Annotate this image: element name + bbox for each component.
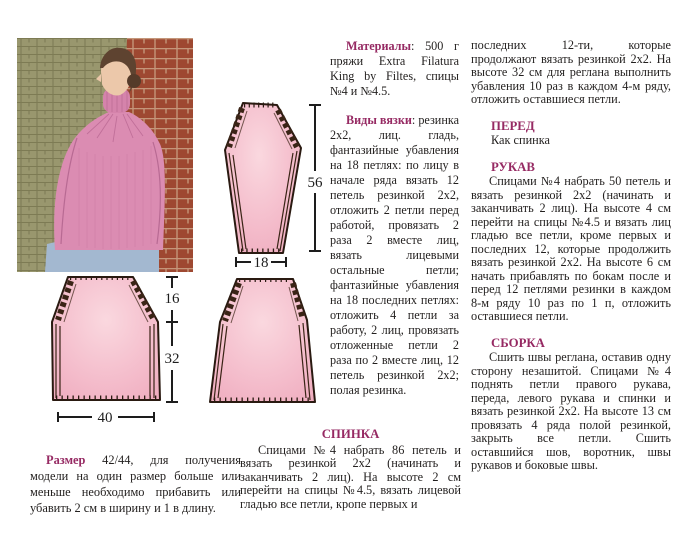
raglan-height-dim: 16: [164, 291, 180, 307]
column-right: [471, 39, 671, 473]
materials-text: : 500 г пряжи Extra Filatura King by Filtes, спицы №4 и №4.5.: [330, 39, 459, 98]
sleeve-diagram: [198, 85, 333, 283]
front-text: Как спинка: [491, 133, 550, 147]
hair-bun: [127, 74, 141, 88]
materials-heading: Материалы: [346, 39, 412, 53]
section-stitches: [330, 113, 459, 398]
size-heading: Размер: [46, 453, 86, 467]
section-materials: [330, 39, 459, 99]
assembly-heading: СБОРКА: [491, 335, 545, 350]
back-text: Спицами №4 набрать 86 петель и вязать резинкой 2х2 (начинать и заканчивать 2 лиц). На высоте 2 см перейти на спицы №4.5, вязать лицевой гладью все петли, кропе первых и: [240, 442, 461, 511]
section-back: [240, 428, 461, 512]
section-size: [30, 452, 241, 516]
sleeve-text: Спицами №4 набрать 50 петель и вязать резинкой 2х2 (начинать и заканчивать 2 лиц). На высоте 4 см перейти на спицы №4.5 и вязать лиц гладью все петли, кроме первых и последних 12, которые продолжить вязать резинкой 2х2. На высоте 6 см начать прибавлять по бокам после и перед 12 петлями резинки в каждом 8-м ряду 10 раз по 1 п, отложить оставшиеся петли.: [471, 174, 671, 323]
stitches-text: : резинка 2х2, лиц. гладь, фантазийные убавления на 18 петлях: по лицу в начале ряда вязать 12 петель резинкой 2х2, отложить 2 петли перед работой, провязать 2 раза 2 вместе лиц, вязать лицевыми остальные петли; фантазийные убавления на 18 последних петлях: отложить 4 петли за работу, 2 лиц, провязать отложенные петли 2 раза по 2 вместе лиц, 12 петель резинкой 2х2; полая резинка.: [330, 113, 459, 397]
back-width-dim: 40: [97, 410, 113, 426]
sleeve-heading: РУКАВ: [491, 159, 535, 174]
column-middle: [330, 39, 459, 412]
size-text: 42/44, для получения модели на один размер больше или меньше необходимо прибавить или убавить 2 см в ширину и 1 в длину.: [30, 453, 241, 515]
model-photo: [17, 38, 193, 272]
assembly-text: Сшить швы реглана, оставив одну сторону незашитой. Спицами №4 поднять петли правого рукава, переда, левого рукава и спинки и вязать резинкой 2х2. На высоте 13 см провязать 4 ряда полой резинкой, закрыть все петли. Сшить оставшийся шов, воротник, швы рукавов и боковые швы.: [471, 350, 671, 472]
front-heading: ПЕРЕД: [491, 118, 535, 133]
side-height-dim: 32: [164, 351, 180, 367]
back-heading: СПИНКА: [321, 427, 380, 441]
sleeve-height-dim: 56: [307, 175, 323, 191]
back-text-continued: последних 12-ти, которые продолжают вязать резинкой 2х2. На высоте 32 см для реглана выполнить убавления 10 раз в каждом 4-м ряду, отложить оставшиеся петли.: [471, 38, 671, 106]
stitches-heading: Виды вязки: [346, 113, 412, 127]
sleeve-width-dim: 18: [253, 255, 269, 271]
